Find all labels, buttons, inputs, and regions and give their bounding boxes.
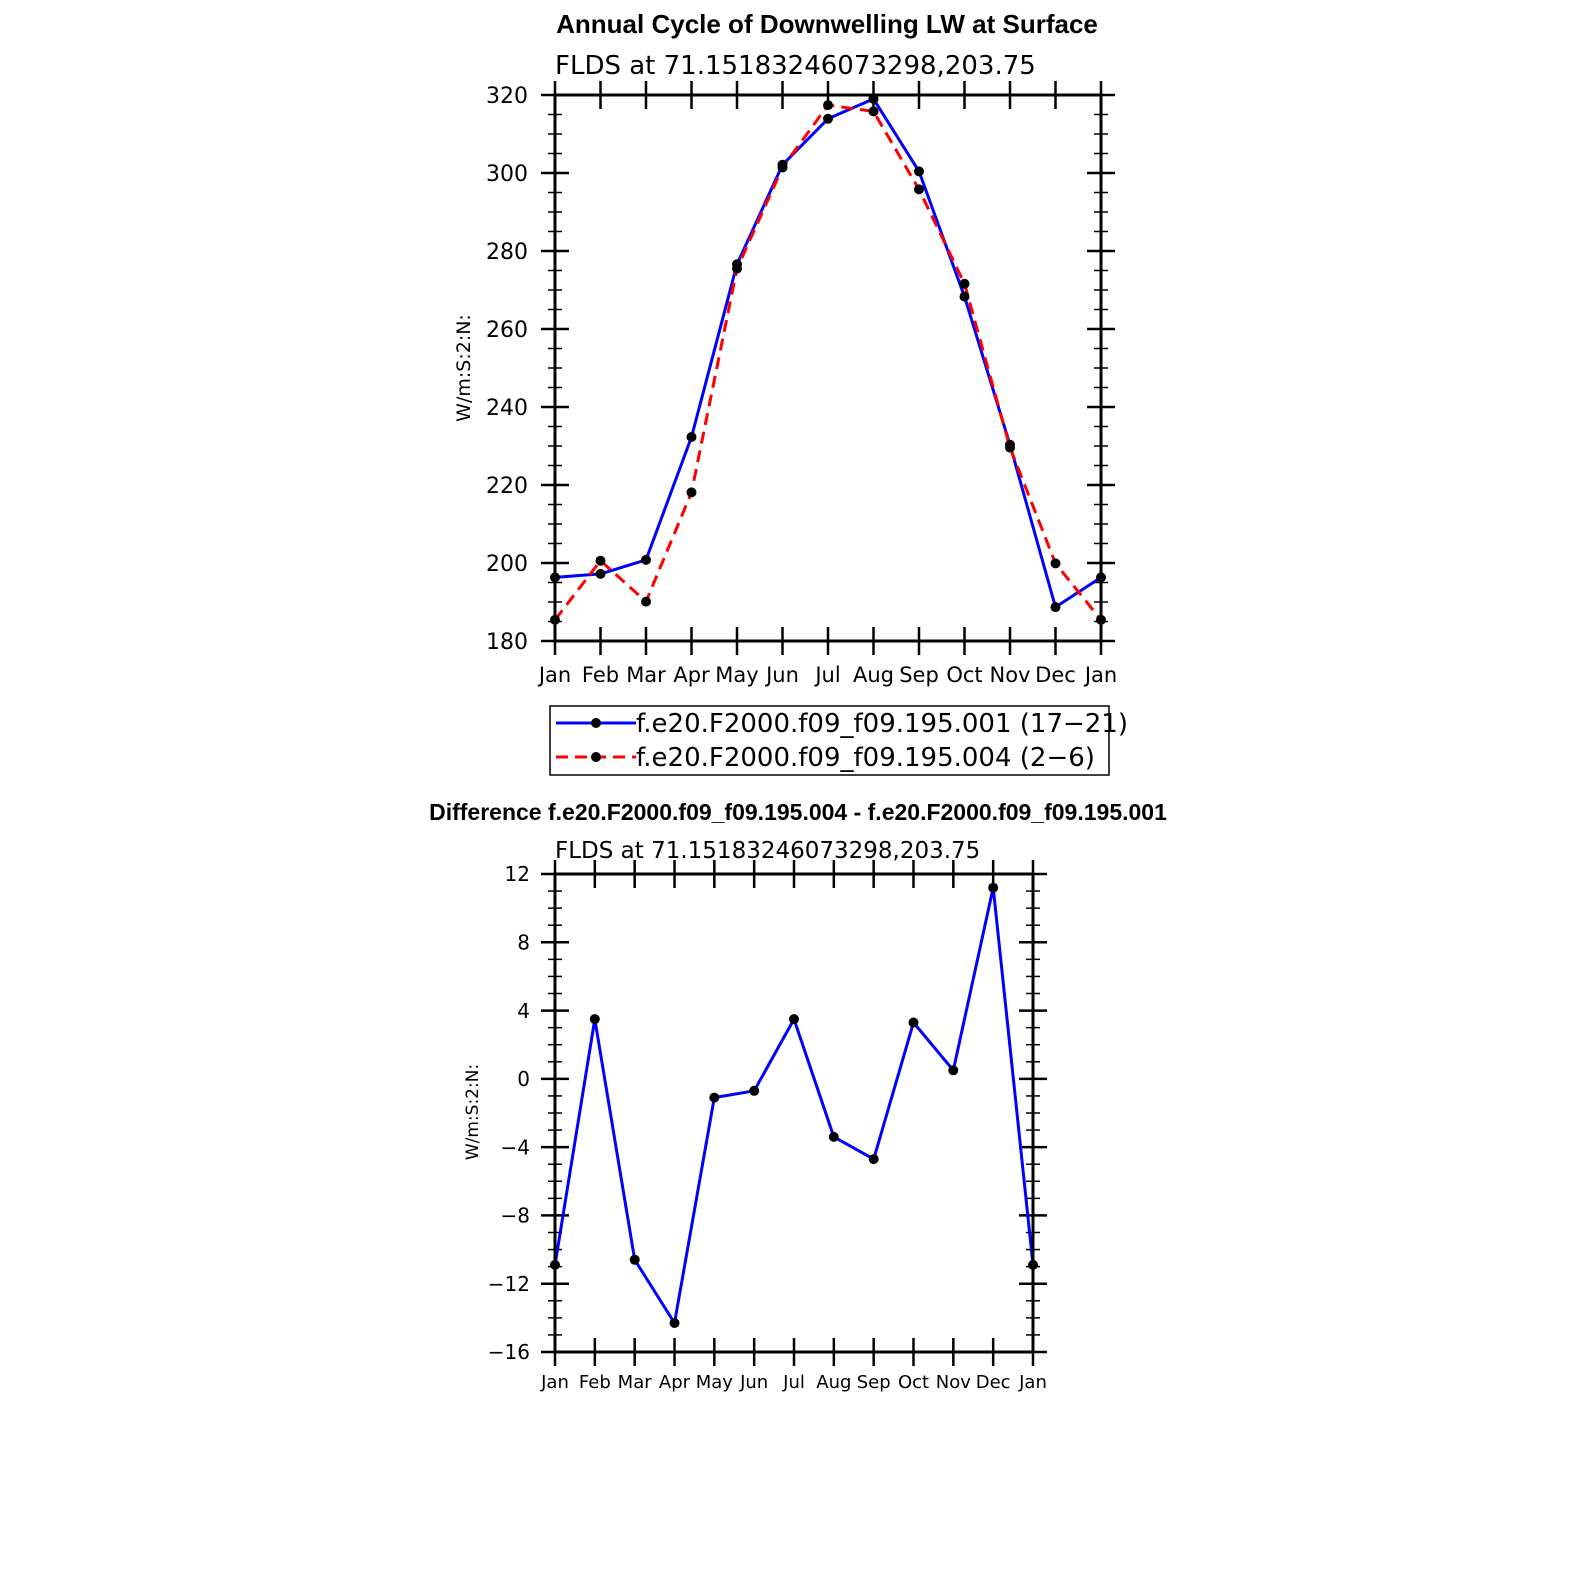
series-2-point bbox=[869, 106, 879, 116]
series-2-point bbox=[641, 597, 651, 607]
x-tick-label: Jan bbox=[1084, 663, 1118, 687]
x-tick-label: Sep bbox=[899, 663, 939, 687]
series-2-point bbox=[778, 163, 788, 173]
series-2-point bbox=[823, 100, 833, 110]
series-1-point bbox=[948, 1065, 958, 1075]
series-1-point bbox=[909, 1018, 919, 1028]
y-tick-label: 200 bbox=[486, 551, 528, 577]
legend-entry-series-1 bbox=[556, 709, 1128, 739]
x-tick-label: Feb bbox=[578, 1372, 611, 1393]
x-tick-label: Aug bbox=[852, 663, 895, 687]
x-tick-label: Jun bbox=[740, 1372, 769, 1393]
y-tick-label: −4 bbox=[500, 1135, 530, 1160]
x-tick-label: Jan bbox=[1019, 1372, 1047, 1393]
series-2-point bbox=[687, 487, 697, 497]
x-tick-label: Jan bbox=[538, 663, 572, 687]
y-tick-label: −16 bbox=[487, 1340, 530, 1365]
legend-label-series-1: f.e20.F2000.f09_f09.195.001 (17−21) bbox=[636, 709, 1129, 739]
series-2-point bbox=[960, 279, 970, 289]
series-2-point bbox=[596, 556, 606, 566]
x-tick-label: Oct bbox=[946, 663, 983, 687]
x-tick-label: Jun bbox=[766, 663, 799, 687]
x-tick-label: Aug bbox=[816, 1372, 852, 1393]
x-tick-label: Oct bbox=[897, 1372, 930, 1393]
y-axis-label: W/m:S:2:N: bbox=[463, 1063, 483, 1161]
x-tick-label: Dec bbox=[975, 1372, 1011, 1393]
series-1-point bbox=[988, 883, 998, 893]
y-tick-label: 320 bbox=[486, 83, 528, 109]
series-1-point bbox=[749, 1086, 759, 1096]
series-1-point bbox=[869, 1154, 879, 1164]
y-axis-label: W/m:S:2:N: bbox=[453, 314, 475, 422]
series-1-point bbox=[630, 1255, 640, 1265]
series-2-point bbox=[914, 184, 924, 194]
y-tick-label: 240 bbox=[486, 395, 528, 421]
series-1-point bbox=[914, 166, 924, 176]
chart-subtitle: FLDS at 71.15183246073298,203.75 bbox=[555, 51, 1036, 81]
y-tick-label: 180 bbox=[486, 629, 528, 655]
y-tick-label: 220 bbox=[486, 473, 528, 499]
chart-title: Annual Cycle of Downwelling LW at Surface bbox=[556, 9, 1098, 39]
series-1-point bbox=[960, 292, 970, 302]
series-2-point bbox=[1005, 443, 1015, 453]
x-tick-label: Mar bbox=[626, 663, 666, 687]
x-tick-label: Jul bbox=[815, 663, 841, 687]
legend-marker-series-1 bbox=[591, 718, 601, 728]
y-tick-label: −8 bbox=[500, 1203, 530, 1228]
x-tick-label: Apr bbox=[673, 663, 710, 687]
x-tick-label: Apr bbox=[658, 1372, 691, 1393]
legend-label-series-2: f.e20.F2000.f09_f09.195.004 (2−6) bbox=[636, 743, 1095, 773]
x-tick-label: Jul bbox=[783, 1372, 805, 1393]
series-1-point bbox=[641, 555, 651, 565]
x-tick-label: Nov bbox=[935, 1372, 971, 1393]
y-tick-label: 300 bbox=[486, 161, 528, 187]
y-tick-label: −12 bbox=[487, 1271, 530, 1296]
x-tick-label: Mar bbox=[617, 1372, 652, 1393]
series-1-point bbox=[1051, 602, 1061, 612]
x-tick-label: Feb bbox=[581, 663, 620, 687]
series-1-point bbox=[596, 569, 606, 579]
y-tick-label: 260 bbox=[486, 317, 528, 343]
y-tick-label: 280 bbox=[486, 239, 528, 265]
x-tick-label: May bbox=[695, 1372, 733, 1393]
y-tick-label: 12 bbox=[504, 862, 530, 887]
x-tick-label: Sep bbox=[856, 1372, 891, 1393]
legend-marker-series-2 bbox=[591, 752, 601, 762]
series-2-point bbox=[1051, 558, 1061, 568]
x-tick-label: May bbox=[715, 663, 759, 687]
y-tick-label: 0 bbox=[517, 1067, 530, 1092]
series-1-point bbox=[687, 432, 697, 442]
series-1-point bbox=[789, 1014, 799, 1024]
x-tick-label: Nov bbox=[989, 663, 1031, 687]
series-1-point bbox=[590, 1014, 600, 1024]
chart-title: Difference f.e20.F2000.f09_f09.195.004 - f.e20.F2000.f09_f09.195.001 bbox=[429, 799, 1167, 825]
series-1-point bbox=[823, 114, 833, 124]
series-1-point bbox=[829, 1132, 839, 1142]
series-2-point bbox=[732, 264, 742, 274]
series-1-point bbox=[709, 1093, 719, 1103]
y-tick-label: 4 bbox=[517, 998, 530, 1023]
x-tick-label: Dec bbox=[1035, 663, 1076, 687]
y-tick-label: 8 bbox=[517, 930, 530, 955]
legend-entry-series-2 bbox=[556, 743, 1095, 773]
series-1-point bbox=[670, 1318, 680, 1328]
x-tick-label: Jan bbox=[541, 1372, 569, 1393]
chart-subtitle: FLDS at 71.15183246073298,203.75 bbox=[555, 838, 981, 864]
legend bbox=[550, 706, 1128, 775]
